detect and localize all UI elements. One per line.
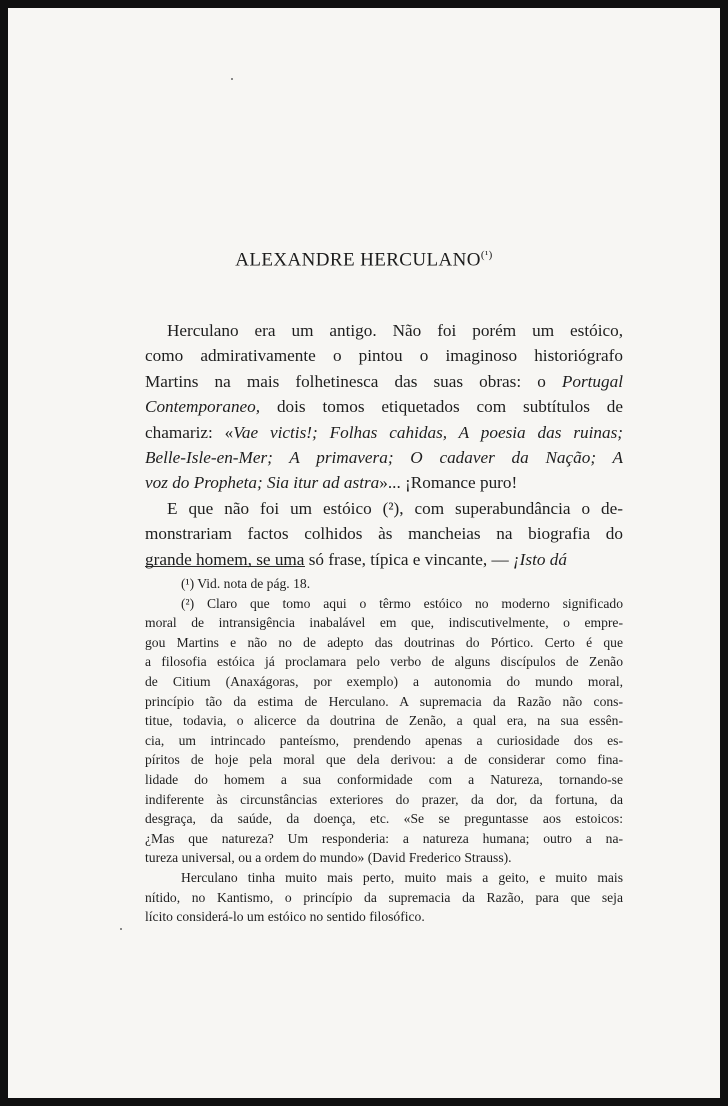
text-line [145,394,623,419]
footnote-line: indiferente às circunstâncias exteriores do prazer, da dor, da fortuna, da [145,791,623,807]
footnote-line: Herculano tinha muito mais perto, muito mais a geito, e muito mais [181,869,623,885]
italic-span: ¡Isto dá [512,549,567,569]
text-line [145,470,623,495]
text-span: grande homem, se uma só frase, típica e vincante, — [145,549,513,569]
text-line [145,521,623,546]
footnote-line: (²) Claro que tomo aqui o têrmo estóico no moderno significado [181,595,623,611]
paragraph-1 [145,318,623,496]
book-page [8,8,720,1098]
footnote-line: princípio tão da estima de Herculano. A supremacia da Razão não cons- [145,693,623,709]
footnote-line: lidade do homem a sua conformidade com a Natureza, tornando-se [145,771,623,787]
text-span: Martins na mais folhetinesca das suas obras: o [145,371,562,391]
footnote-line: de Citium (Anaxágoras, por exemplo) a autonomia do mundo moral, [145,673,623,689]
chapter-title [8,249,720,271]
text-span: dois tomos etiquetados com subtítulos de [260,397,623,417]
page-speck [231,78,233,80]
text-line [145,445,623,470]
footnotes [145,574,623,927]
footnote-line: titue, todavia, o alicerce da doutrina de Zenão, a qual era, na sua essên- [145,713,623,729]
text-span: chamariz: « [145,422,234,442]
page-speck [120,928,122,930]
italic-span: voz do Propheta; Sia itur ad astra [145,473,380,493]
text-line [145,547,623,572]
footnote-line: ¿Mas que natureza? Um responderia: a natureza humana; outro a na- [145,830,623,846]
text-span: como admirativamente o pintou o imaginoso historiógrafo [145,346,623,366]
text-line [145,496,623,521]
text-line [145,343,623,368]
footnote-2 [145,594,623,868]
text-span: E que não foi um estóico (²), com superabundância o de- [167,498,623,518]
italic-span: Vae victis!; Folhas cahidas, A poesia das ruinas; [233,422,623,442]
footnote-line: lícito considerá-lo um estóico no sentido filosófico. [145,909,425,925]
italic-span: Portugal [561,371,623,391]
text-line [145,420,623,445]
footnote-3 [145,868,623,927]
footnote-line: moral de intransigência inabalável em que, indiscutivelmente, o empre- [145,615,623,631]
text-line [145,318,623,343]
footnote-line: gou Martins e não no de adepto das doutrinas do Pórtico. Certo é que [145,634,623,650]
chapter-title-text: ALEXANDRE HERCULANO [235,249,481,271]
body-text [145,318,623,572]
text-span: monstrariam factos colhidos às mancheias na biografia do [145,524,623,544]
text-span: Herculano era um antigo. Não foi porém um estóico, [167,321,623,340]
footnote-line: píritos de hoje pela moral que dela derivou: a de considerar como fina- [145,752,623,768]
text-span: »... ¡Romance puro! [379,473,518,493]
italic-span: Contemporaneo, [145,397,261,417]
footnote-1: (¹) Vid. nota de pág. 18. [181,576,311,591]
footnote-line: desgraça, da saúde, da doença, etc. «Se se preguntasse aos estoicos: [145,811,623,827]
footnote-line: cia, um intrincado panteísmo, prendendo apenas a curiosidade dos es- [145,732,623,748]
footnote-line: tureza universal, ou a ordem do mundo» (David Frederico Strauss). [145,850,512,866]
footnote-divider [145,566,305,567]
italic-span: Belle-Isle-en-Mer; A primavera; O cadaver da Nação; A [145,447,623,467]
footnote-line: nítido, no Kantismo, o princípio da supremacia da Razão, para que seja [145,889,623,905]
paragraph-2 [145,496,623,572]
footnote-line: a filosofia estóica já proclamara pelo verbo de alguns discípulos de Zenão [145,654,623,670]
text-line [145,369,623,394]
title-footnote-mark: (¹) [480,249,493,261]
